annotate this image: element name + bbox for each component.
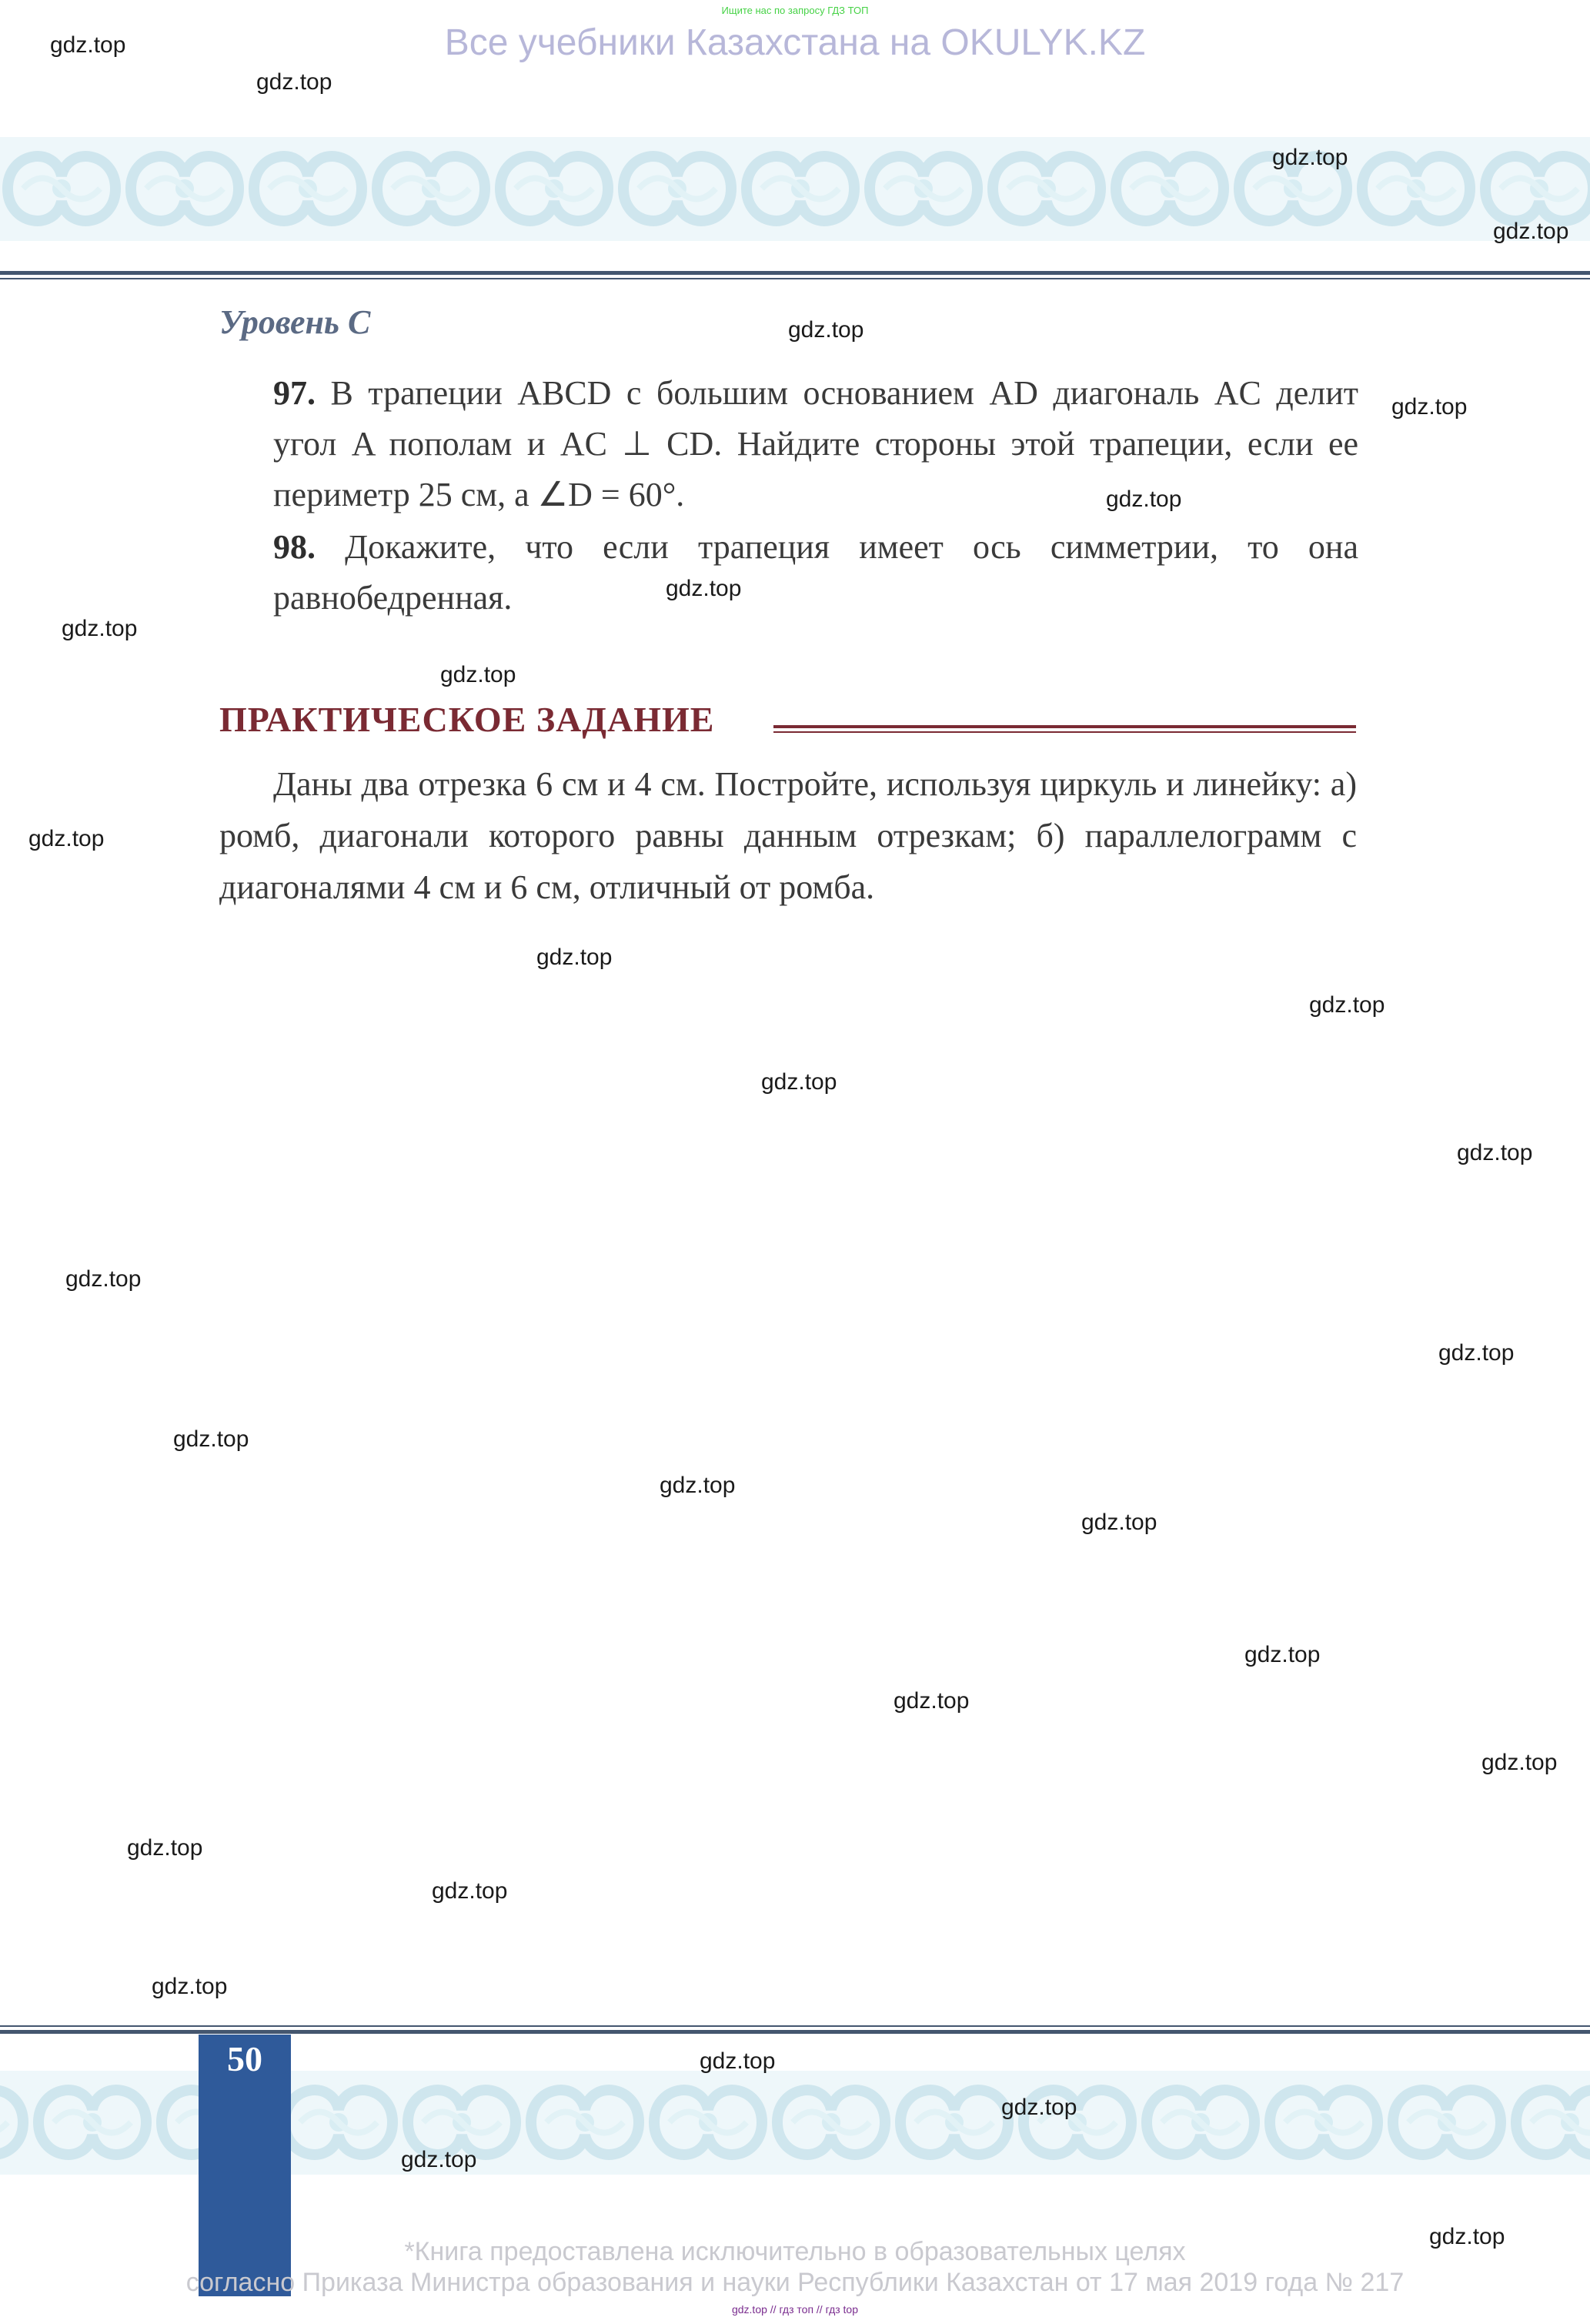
task-98-text: Докажите, что если трапеция имеет ось симметрии, то она равнобедренная. <box>273 528 1359 617</box>
task-98 <box>273 522 1358 624</box>
footer-line-2: согласно Приказа Министра образования и науки Республики Казахстан от 17 мая 2019 года № 217 <box>185 2268 1405 2297</box>
top-rule <box>0 271 1590 275</box>
watermark: gdz.top <box>1309 992 1385 1018</box>
watermark: gdz.top <box>28 826 105 851</box>
watermark: gdz.top <box>432 1878 508 1904</box>
watermark: gdz.top <box>660 1473 736 1498</box>
task-97-text: В трапеции ABCD с большим основанием AD диагональ AC делит угол A пополам и AC ⊥ CD. Найдите стороны этой трапеции, если ее периметр 25 см, а ∠D = 60°. <box>273 374 1359 513</box>
watermark: gdz.top <box>127 1835 203 1861</box>
practical-title: ПРАКТИЧЕСКОЕ ЗАДАНИЕ <box>219 700 715 739</box>
watermark: gdz.top <box>700 2048 776 2074</box>
watermark: gdz.top <box>62 616 138 641</box>
watermark: gdz.top <box>1493 219 1569 244</box>
top-ornament-band <box>0 137 1590 241</box>
watermark: gdz.top <box>173 1426 249 1452</box>
bottom-rule <box>0 2030 1590 2034</box>
site-title: Все учебники Казахстана на OKULYK.KZ <box>444 22 1146 63</box>
watermark: gdz.top <box>894 1688 970 1714</box>
watermark: gdz.top <box>1481 1750 1558 1775</box>
watermark: gdz.top <box>1391 394 1468 420</box>
watermark: gdz.top <box>1272 145 1348 170</box>
watermark: gdz.top <box>788 317 864 343</box>
practical-text: Даны два отрезка 6 см и 4 см. Постройте, используя циркуль и линейку: а) ромб, диагонали которого равны данным отрезкам; б) параллелограмм с диагоналями 4 см и 6 см, отличный от ромба. <box>219 765 1357 906</box>
watermark: gdz.top <box>1001 2095 1077 2120</box>
watermark: gdz.top <box>1081 1510 1157 1535</box>
watermark: gdz.top <box>401 2147 477 2172</box>
task-98-number: 98. <box>273 528 316 566</box>
watermark: gdz.top <box>1244 1642 1321 1667</box>
search-hint: Ищите нас по запросу ГДЗ ТОП <box>721 5 869 16</box>
footer-line-1: *Книга предоставлена исключительно в образовательных целях <box>404 2237 1186 2266</box>
level-heading: Уровень С <box>219 303 371 341</box>
page-number: 50 <box>227 2039 262 2078</box>
watermark: gdz.top <box>536 945 613 970</box>
watermark: gdz.top <box>1457 1140 1533 1165</box>
watermark: gdz.top <box>1429 2224 1505 2249</box>
section-rule <box>773 725 1356 736</box>
ornament-pattern-top <box>0 137 1590 241</box>
watermark: gdz.top <box>256 69 332 95</box>
watermark: gdz.top <box>50 32 126 58</box>
watermark: gdz.top <box>1438 1340 1515 1366</box>
task-97-number: 97. <box>273 374 316 412</box>
top-rule-thin <box>0 278 1590 279</box>
watermark: gdz.top <box>152 1974 228 1999</box>
watermark: gdz.top <box>761 1069 837 1095</box>
watermark: gdz.top <box>1106 487 1182 512</box>
footer-small: gdz.top // гдз топ // гдз top <box>731 2303 859 2316</box>
watermark: gdz.top <box>440 662 516 687</box>
bottom-rule-thin <box>0 2025 1590 2027</box>
watermark: gdz.top <box>65 1266 142 1292</box>
watermark: gdz.top <box>666 576 742 601</box>
task-97 <box>273 368 1358 520</box>
